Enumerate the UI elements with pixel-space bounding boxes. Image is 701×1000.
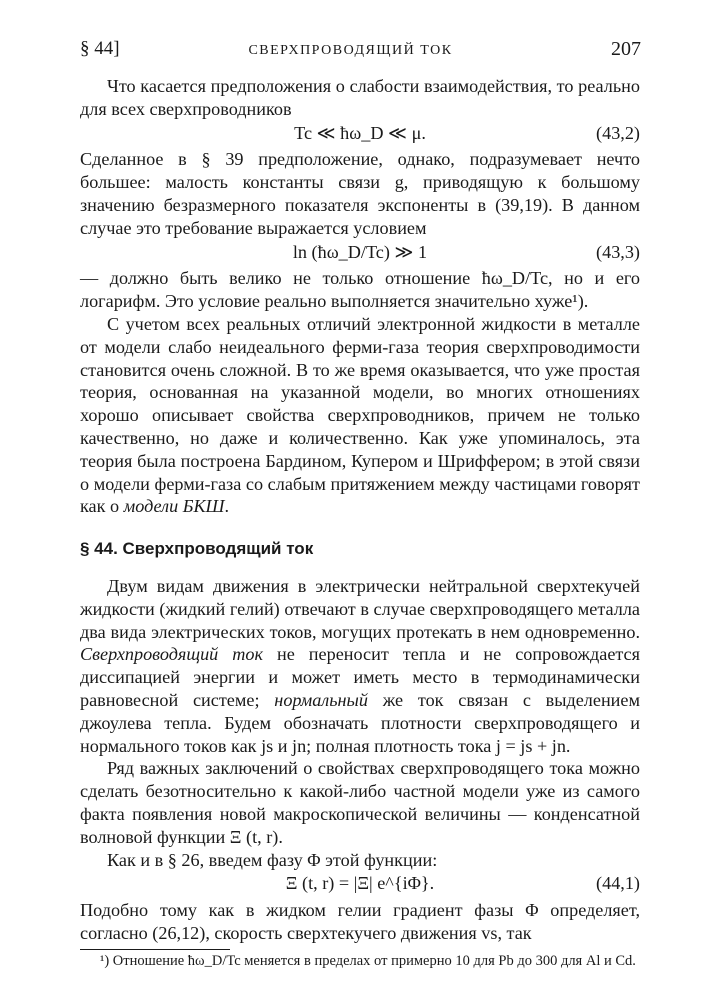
paragraph: Ряд важных заключений о свойствах сверхпроводящего тока можно сделать безотносительно к какой-либо частной модели уже из самого факта появления новой макроскопической величины — конденсатной волновой функции Ξ (t, r).	[80, 758, 640, 847]
paragraph: Что касается предположения о слабости взаимодействия, то реально для всех сверхпроводников	[80, 76, 640, 119]
emphasis: модели БКШ	[123, 496, 225, 517]
equation-formula: Ξ (t, r) = |Ξ| e^{iΦ}.	[285, 873, 435, 894]
paragraph: Как и в § 26, введем фазу Φ этой функции:	[107, 849, 438, 870]
equation-number: (43,2)	[596, 122, 640, 143]
equation-43-3	[80, 241, 640, 264]
equation-formula: ln (ħω_D/Tc) ≫ 1	[292, 241, 428, 262]
running-title: СВЕРХПРОВОДЯЩИЙ ТОК	[248, 43, 453, 58]
section-heading: § 44. Сверхпроводящий ток	[80, 539, 314, 559]
emphasis: Сверхпроводящий ток	[80, 644, 263, 665]
paragraph: Сделанное в § 39 предположение, однако, подразумевает нечто большее: малость константы связи g, приводящую к большому значению безразмерного показателя экспоненты в (39,19). В данном случае это требование выражается условием	[80, 149, 640, 238]
footnote-rule	[80, 949, 230, 950]
running-section-number: § 44]	[80, 38, 120, 59]
equation-43-2	[80, 122, 640, 145]
paragraph: С учетом всех реальных отличий электронной жидкости в металле от модели слабо неидеального ферми-газа теория сверхпроводимости становится очень сложной. В то же время оказывается, что уже простая теория, основанная на указанной модели, во многих отношениях хорошо описывает свойства сверхпроводников, причем не только качественно, но даже и количественно. Как уже упоминалось, эта теория была построена Бардином, Купером и Шриффером; в этой связи о модели ферми-газа со слабым притяжением между частицами говорят как о модели БКШ.	[80, 313, 640, 517]
paragraph: — должно быть велико не только отношение ħω_D/Tc, но и его логарифм. Это условие реально выполняется значительно хуже¹).	[80, 268, 640, 312]
footnote-text: ¹) Отношение ħω_D/Tc меняется в пределах от примерно 10 для Pb до 300 для Al и Cd.	[100, 952, 636, 969]
paragraph: Двум видам движения в электрически нейтральной сверхтекучей жидкости (жидкий гелий) отвечают в случае сверхпроводящего металла два вида электрических токов, могущих протекать в нем одновременно. Сверхпроводящий ток не переносит тепла и не сопровождается диссипацией энергии и может иметь место в термодинамически равновесной системе; нормальный же ток связан с выделением джоулева тепла. Будем обозначать плотности сверхпроводящего и нормального токов как js и jn; полная плотность тока j = js + jn.	[80, 575, 640, 756]
equation-number: (44,1)	[596, 873, 640, 894]
paragraph: Подобно тому как в жидком гелии градиент фазы Φ определяет, согласно (26,12), скорость сверхтекучего движения vs, так	[80, 900, 640, 943]
equation-number: (43,3)	[596, 241, 640, 262]
page-number: 207	[611, 38, 641, 60]
equation-44-1	[80, 872, 640, 895]
equation-formula: Tc ≪ ħω_D ≪ μ.	[294, 122, 426, 143]
page-body	[80, 75, 640, 970]
emphasis: нормальный	[274, 689, 368, 710]
footnote	[80, 952, 640, 970]
